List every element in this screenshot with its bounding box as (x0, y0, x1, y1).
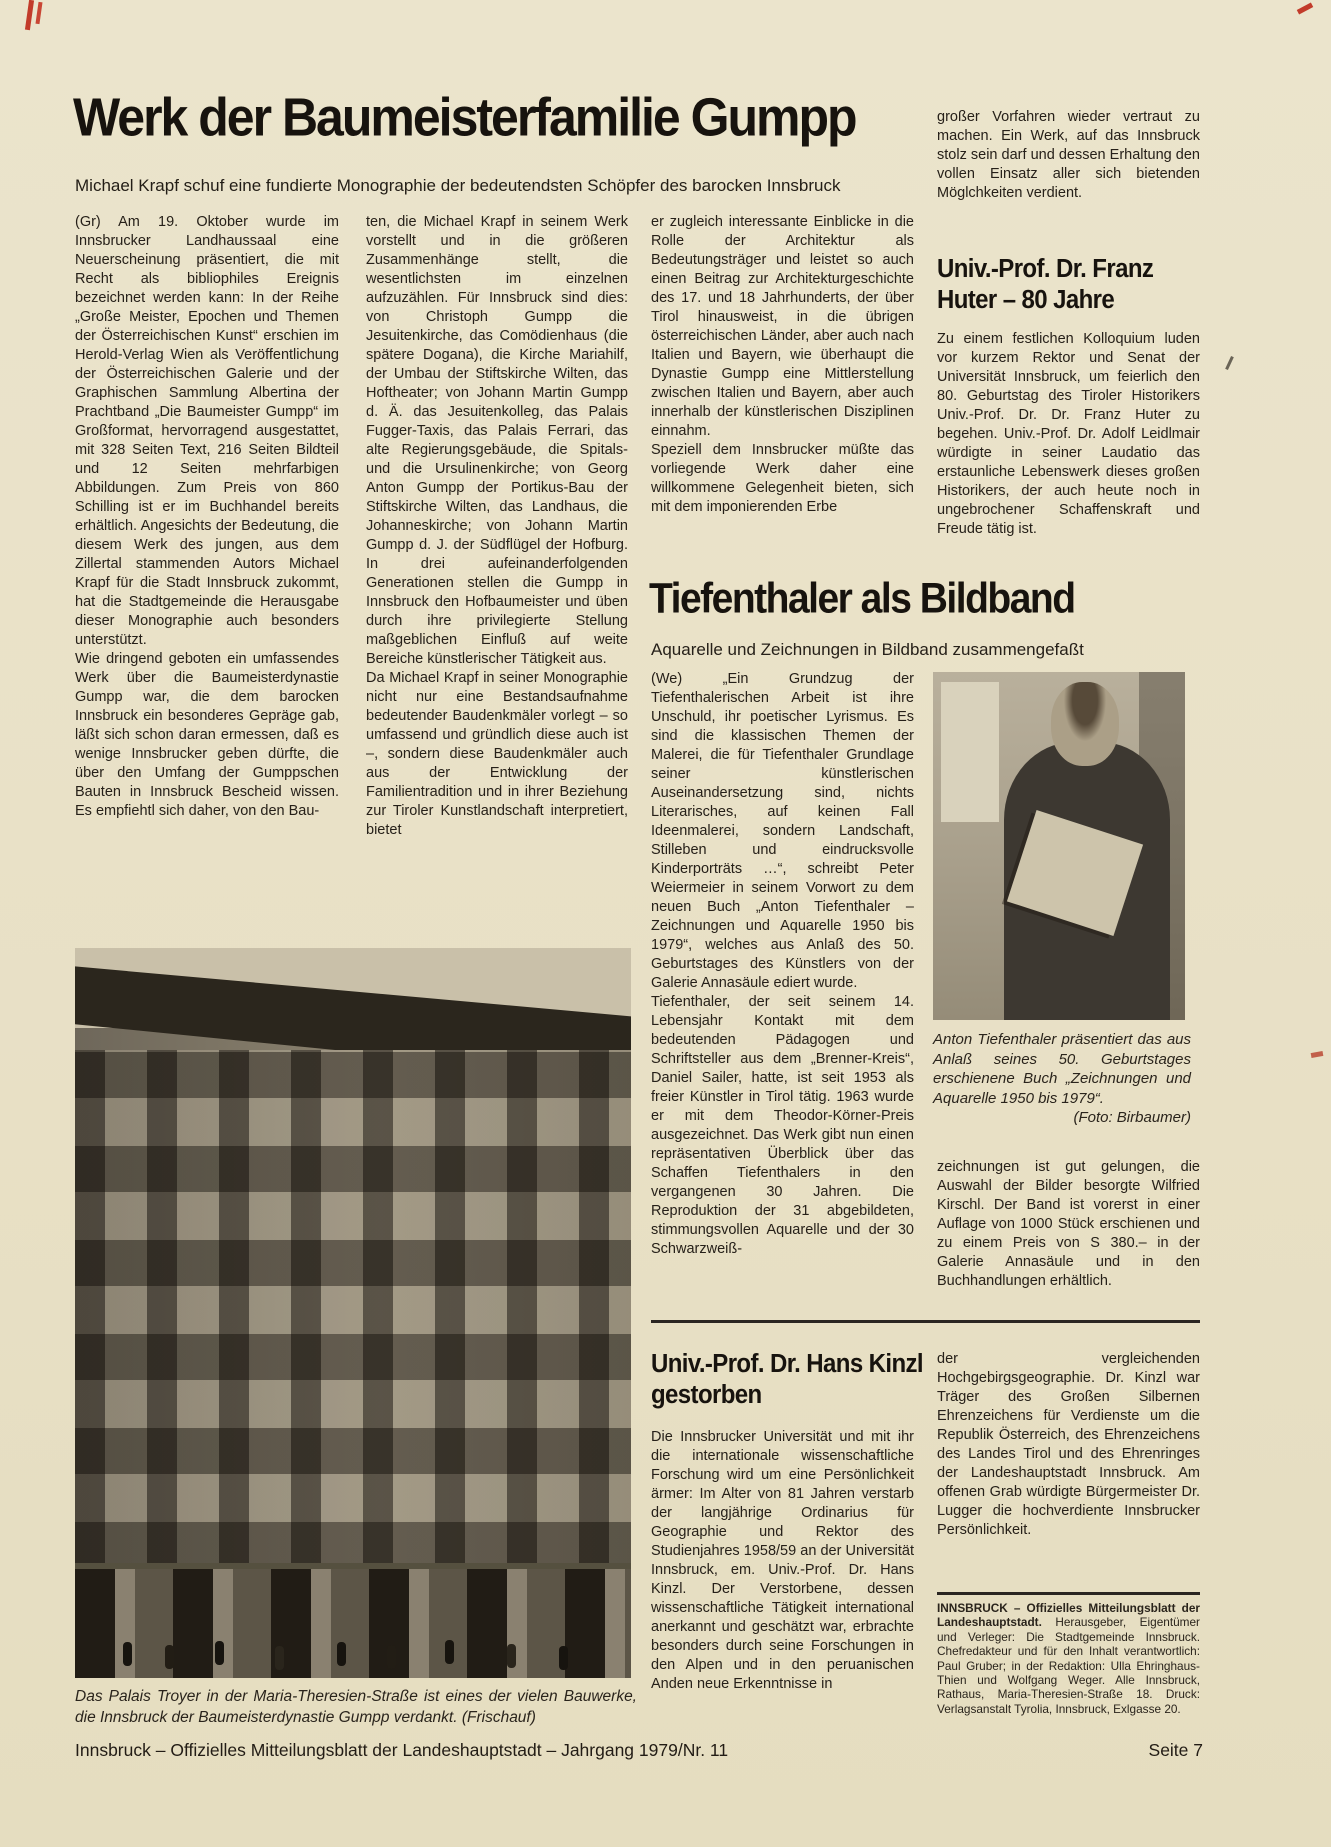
portrait-caption (933, 1030, 1191, 1128)
paragraph: Speziell dem Innsbrucker müßte das vorliegende Werk daher eine willkommene Gelegenheit bieten, sich mit dem imponierenden Erbe (651, 442, 914, 515)
paragraph: großer Vorfahren wieder vertraut zu machen. Ein Werk, auf das Innsbruck stolz sein darf und dessen Erhaltung den vollen Einsatz aller sich bietenden Möglchkeiten verdient. (937, 109, 1200, 201)
paragraph: Da Michael Krapf in seiner Monographie nicht nur eine Bestandsaufnahme bedeutender Baudenkmäler vorlegt – so umfassend und gründlich diese auch ist –, sondern diese Baudenkmäler auch aus der Entwicklung der Familientradition und in ihrer Beziehung zur Tiroler Kunstlandschaft interpretiert, bietet (366, 670, 628, 838)
page-number: Seite 7 (1148, 1740, 1203, 1760)
registration-mark (1297, 3, 1313, 15)
imprint-text: Herausgeber, Eigentümer und Verleger: Die Stadtgemeinde Innsbruck. Chefredakteur und für den Inhalt verantwortlich: Paul Gruber; in der Redaktion: Ulla Ehringhaus-Thien und Wolfgang Weger. Alle Innsbruck, Rathaus, Maria-Theresien-Straße 18. Druck: Verlagsanstalt Tyrolia, Innsbruck, Exlgasse 20. (937, 1615, 1200, 1716)
stray-ink-mark (1225, 356, 1234, 370)
gumpp-headline: Werk der Baumeisterfamilie Gumpp (73, 87, 856, 148)
huter-column (937, 330, 1200, 539)
kinzl-column-2 (937, 1350, 1200, 1540)
footer-publication-line: Innsbruck – Offizielles Mitteilungsblatt der Landeshauptstadt – Jahrgang 1979/Nr. 11 (75, 1740, 729, 1760)
paragraph: ten, die Michael Krapf in seinem Werk vorstellt und in die größeren Zusammenhänge stellt, die wesentlichsten im einzelnen aufzuzählen. Für Innsbruck sind dies: von Christoph Gumpp die Jesuitenkirche, das Comödienhaus (die spätere Dogana), die Kirche Mariahilf, der Umbau der Stiftskirche Wilten, das Hoftheater; von Johann Martin Gumpp d. Ä. das Jesuitenkolleg, das Palais Fugger-Taxis, das Palais Ferrari, das alte Regierungsgebäude, die Spitals- und die Ursulinenkirche; von Georg Anton Gumpp der Portikus-Bau der Stiftskirche Wilten, das Landhaus, die Johanneskirche; von Johann Martin Gumpp d. J. der Südflügel der Hofburg. In drei aufeinanderfolgenden Generationen stellen die Gumpp in Innsbruck den Hofbaumeister und üben durch ihre privilegierte Stellung maßgeblichen Einfluß auf weite Bereiche künstlerischer Tätigkeit aus. (366, 214, 628, 667)
caption-text: Anton Tiefenthaler präsentiert das aus Anlaß seines 50. Geburtstages erschienene Buch „Zeichnungen und Aquarelle 1950 bis 1979“. (933, 1031, 1191, 1107)
registration-mark (35, 2, 42, 24)
pedestrians (123, 1642, 132, 1666)
section-divider-rule (651, 1320, 1200, 1323)
gumpp-column-3 (651, 213, 914, 517)
kinzl-headline: Univ.-Prof. Dr. Hans Kinzl gestorben (651, 1349, 923, 1410)
paragraph: (Gr) Am 19. Oktober wurde im Innsbrucker Landhaussaal eine Neuerscheinung präsentiert, die mit Recht als bibliophiles Ereignis bezeichnet werden kann: In der Reihe „Große Meister, Epochen und Themen der Österreichischen Kunst“ erschien im Herold-Verlag Wien als Veröffentlichung der Österreichischen Galerie und der Graphischen Sammlung Albertina der Prachtband „Die Baumeister Gumpp“ im Großformat, hervorragend ausgestattet, mit 328 Seiten Text, 216 Seiten Bildteil und 12 Seiten mehrfarbigen Abbildungen. Zum Preis von 860 Schilling ist er im Buchhandel bereits erhältlich. Angesichts der Bedeutung, die diesem Werk des jungen, aus dem Zillertal stammenden Autors Michael Krapf für die Stadt Innsbruck zukommt, hat die Stadtgemeinde die Herausgabe dieser Monographie auch besonders unterstützt. (75, 214, 339, 648)
imprint-box (937, 1601, 1200, 1716)
paragraph: Tiefenthaler, der seit seinem 14. Lebensjahr Kontakt mit dem bedeutenden Pädagogen und Schriftsteller aus dem „Brenner-Kreis“, Daniel Sailer, hatte, ist seit 1953 als freier Künstler in Tirol tätig. 1963 wurde er mit dem Theodor-Körner-Preis ausgezeichnet. Das Werk gibt nun einen repräsentativen Überblick über das Schaffen Tiefenthalers in den vergangenen 30 Jahren. Die Reproduktion der 31 abgebildeten, stimmungsvollen Aquarelle und der 30 Schwarzweiß- (651, 994, 914, 1257)
tiefenthaler-column-1 (651, 670, 914, 1259)
paragraph: er zugleich interessante Einblicke in die Rolle der Architektur als Bedeutungsträger und leistet so auch einen Beitrag zur Architekturgeschichte des 17. und 18 Jahrhunderts, der über Tirol hinausweist, in die übrigen österreichischen Länder, aber auch nach Italien und Bayern, wie überhaupt die Dynastie Gumpp eine Mittlerstellung zwischen Italien und Bayern, aber auch innerhalb der künstlerischen Disziplinen einnahm. (651, 214, 914, 439)
imprint-rule (937, 1592, 1200, 1595)
gumpp-subhead: Michael Krapf schuf eine fundierte Monographie der bedeutendsten Schöpfer des barocken Innsbruck (75, 176, 841, 195)
paragraph: Zu einem festlichen Kolloquium luden vor kurzem Rektor und Senat der Universität Innsbruck, um feierlich den 80. Geburtstag des Tiroler Historikers Univ.-Prof. Dr. Dr. Franz Huter zu begehen. Univ.-Prof. Dr. Adolf Leidlmair würdigte in seiner Laudatio das erstaunliche Lebenswerk dieses großen Historikers, der auch heute noch in ungebrochener Schaffenskraft und Freude tätig ist. (937, 331, 1200, 537)
tiefenthaler-headline: Tiefenthaler als Bildband (649, 575, 1075, 623)
photo-window-highlight (941, 682, 999, 822)
imprint-title: INNSBRUCK – Offizielles Mitteilungsblatt der Landeshauptstadt. (937, 1601, 1200, 1630)
kinzl-column-1 (651, 1428, 914, 1694)
portrait-head (1051, 682, 1119, 766)
building-facade (75, 1050, 631, 1568)
tiefenthaler-subhead: Aquarelle und Zeichnungen in Bildband zusammengefaßt (651, 640, 1084, 659)
tiefenthaler-column-2 (937, 1158, 1200, 1291)
registration-mark (1311, 1051, 1324, 1058)
gumpp-column-2 (366, 213, 628, 840)
paragraph: (We) „Ein Grundzug der Tiefenthalerischen Arbeit ist ihre Unschuld, ihr poetischer Lyrismus. Es sind die klassischen Themen der Malerei, die für Tiefenthaler Grundlage seiner künstlerischen Auseinandersetzung sind, nichts Literarisches, auf keinen Fall Ideenmalerei, sondern Landschaft, Stilleben und eindrucksvolle Kinderporträts …“, schreibt Peter Weiermeier in seinem Vorwort zu dem neuen Buch „Anton Tiefenthaler – Zeichnungen und Aquarelle 1950 bis 1979“, welches aus Anlaß des 50. Geburtstages des Künstlers von der Galerie Annasäule ediert wurde. (651, 671, 914, 991)
huter-headline: Univ.-Prof. Dr. Franz Huter – 80 Jahre (937, 254, 1154, 315)
registration-mark (25, 0, 34, 30)
photo-credit: (Foto: Birbaumer) (1073, 1109, 1191, 1126)
building-caption: Das Palais Troyer in der Maria-Theresien-Straße ist eines der vielen Bauwerke, die Innsbruck der Baumeisterdynastie Gumpp verdankt. (Frischauf) (75, 1688, 637, 1726)
gumpp-column-4 (937, 108, 1200, 203)
building-arcade (75, 1563, 631, 1679)
paragraph: Die Innsbrucker Universität und mit ihr die internationale wissenschaftliche Forschung wird um eine Persönlichkeit ärmer: Im Alter von 81 Jahren verstarb der langjährige Ordinarius für Geographie und Rektor des Studienjahres 1958/59 an der Universität Innsbruck, em. Univ.-Prof. Dr. Hans Kinzl. Der Verstorbene, dessen wissenschaftliche Tätigkeit international anerkannt und geschätzt war, erbrachte besonders durch seine Forschungen in den Alpen und in den peruanischen Anden neue Erkenntnisse in (651, 1429, 914, 1692)
paragraph: zeichnungen ist gut gelungen, die Auswahl der Bilder besorgte Wilfried Kirschl. Der Band ist vorerst in einer Auflage von 1000 Stück erschienen und zu einem Preis von S 380.– in der Galerie Annasäule und in den Buchhandlungen erhältlich. (937, 1159, 1200, 1289)
gumpp-column-1 (75, 213, 339, 821)
paragraph: der vergleichenden Hochgebirgsgeographie. Dr. Kinzl war Träger des Großen Silbernen Ehrenzeichens für Verdienste um die Republik Österreich, des Ehrenzeichens des Landes Tirol und des Ehrenringes der Landeshauptstadt Innsbruck. Am offenen Grab würdigte Bürgermeister Dr. Lugger die hochverdiente Innsbrucker Persönlichkeit. (937, 1351, 1200, 1538)
paragraph: Wie dringend geboten ein umfassendes Werk über die Baumeisterdynastie Gumpp war, die dem barocken Innsbruck ein besonderes Gepräge gab, läßt sich schon daran ermessen, daß es wenige Innsbrucker geben dürfte, die über den Umfang der Gumppschen Bauten in Innsbruck Bescheid wissen. Es empfiehtl sich daher, von den Bau- (75, 651, 339, 819)
building-photo (75, 948, 631, 1678)
portrait-photo (933, 672, 1185, 1020)
